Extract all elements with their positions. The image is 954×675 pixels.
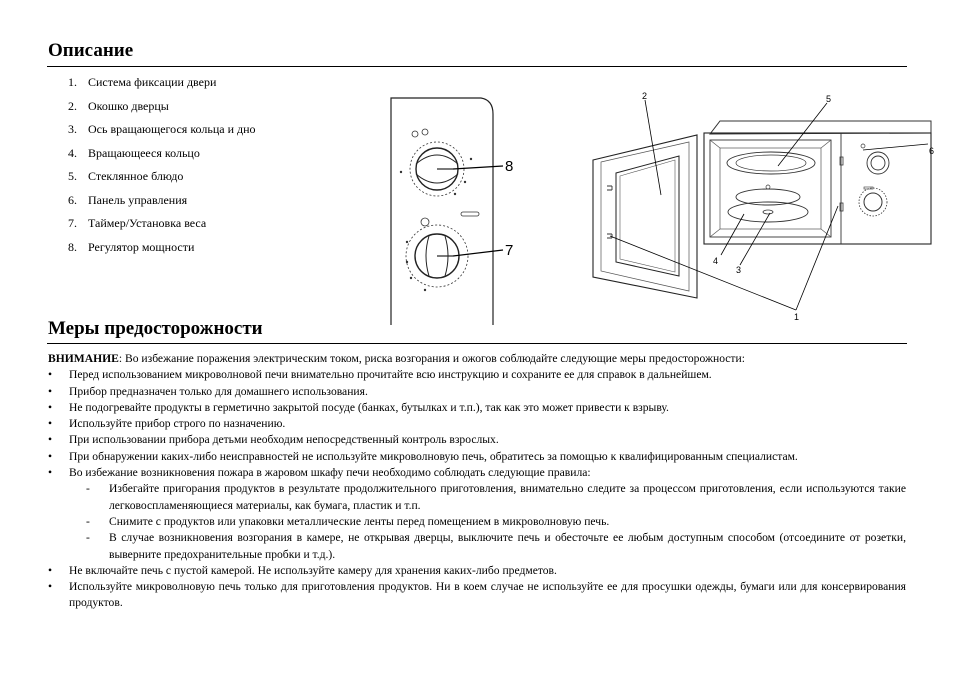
precautions-heading: Меры предосторожности [48, 318, 263, 339]
callout-label: 3 [736, 265, 742, 275]
list-item: • Используйте прибор строго по назначению. [48, 417, 286, 431]
description-heading: Описание [48, 40, 134, 61]
sub-list-item: - Снимите с продуктов или упаковки металлические ленты перед помещением в микроволновую печь. [86, 514, 610, 528]
list-item: 4. Вращающееся кольцо [68, 145, 200, 160]
list-item: • Во избежание возникновения пожара в жаровом шкафу печи необходимо соблюдать следующие правила: [48, 466, 591, 480]
description-rule [47, 66, 907, 67]
sub-list-item: - В случае возникновения возгорания в камере, не открывая дверцы, выключите печь и обесточьте ее любым доступным способом (отсоедините от розетки, выверните предохранительные пробки и т.д.). [86, 531, 906, 561]
sub-list-item: - Избегайте пригорания продуктов в результате продолжительного приготовления, внимательно следите за процессом приготовления, если используются такие легковоспламеняющиеся материалы, как бумага, пластик и т.п. [86, 482, 906, 512]
list-item: • Не подогревайте продукты в герметично закрытой посуде (банках, бутылках и т.п.), так как это может привести к взрыву. [48, 400, 669, 414]
callout-label: 8 [505, 158, 514, 175]
callout-label: 1 [794, 312, 800, 322]
timer-knob-icon [406, 212, 479, 291]
list-item: 6. Панель управления [68, 192, 188, 207]
list-item: • Прибор предназначен только для домашнего использования. [48, 384, 368, 398]
precautions-rule [47, 343, 907, 344]
power-knob-icon [400, 129, 472, 196]
callout-label: 4 [713, 256, 719, 266]
warning-label: ВНИМАНИЕ [48, 352, 119, 365]
callout-label: 5 [826, 94, 832, 104]
control-panel-illustration [385, 94, 520, 326]
list-item: • Используйте микроволновую печь только для приготовления продуктов. Ни в коем случае не используйте ее для просушки одежды, бумаги или для консервирования продуктов. [48, 580, 906, 610]
list-item: • При использовании прибора детьми необходим непосредственный контроль взрослых. [48, 433, 499, 447]
callout-label: 2 [642, 91, 648, 101]
list-item: 1. Система фиксации двери [68, 75, 217, 89]
list-item: 2. Окошко дверцы [68, 98, 169, 113]
description-list [68, 75, 256, 263]
list-item: 8. Регулятор мощности [68, 239, 195, 254]
list-item: • Перед использованием микроволновой печи внимательно прочитайте всю инструкцию и сохраните ее для справок в дальнейшем. [48, 368, 712, 382]
warning-paragraph: ВНИМАНИЕ: Во избежание поражения электрическим током, риска возгорания и ожогов соблюдайте следующие меры предосторожности: [48, 352, 745, 365]
oven-panel-knobs-icon [859, 144, 889, 216]
oven-illustration [588, 90, 938, 322]
callout-label: 6 [929, 146, 935, 156]
callout-label: 7 [505, 242, 514, 259]
list-item: • Не включайте печь с пустой камерой. Не используйте камеру для хранения каких-либо предметов. [48, 563, 557, 577]
glass-tray-icon [727, 152, 815, 174]
list-item: • При обнаружении каких-либо неисправностей не используйте микроволновую печь, обратитесь за помощью к квалифицированным специалистам. [48, 449, 798, 463]
list-item: 5. Стеклянное блюдо [68, 169, 184, 183]
list-item: 3. Ось вращающегося кольца и дно [68, 122, 256, 136]
list-item: 7. Таймер/Установка веса [68, 216, 207, 230]
precautions-body [48, 351, 906, 612]
